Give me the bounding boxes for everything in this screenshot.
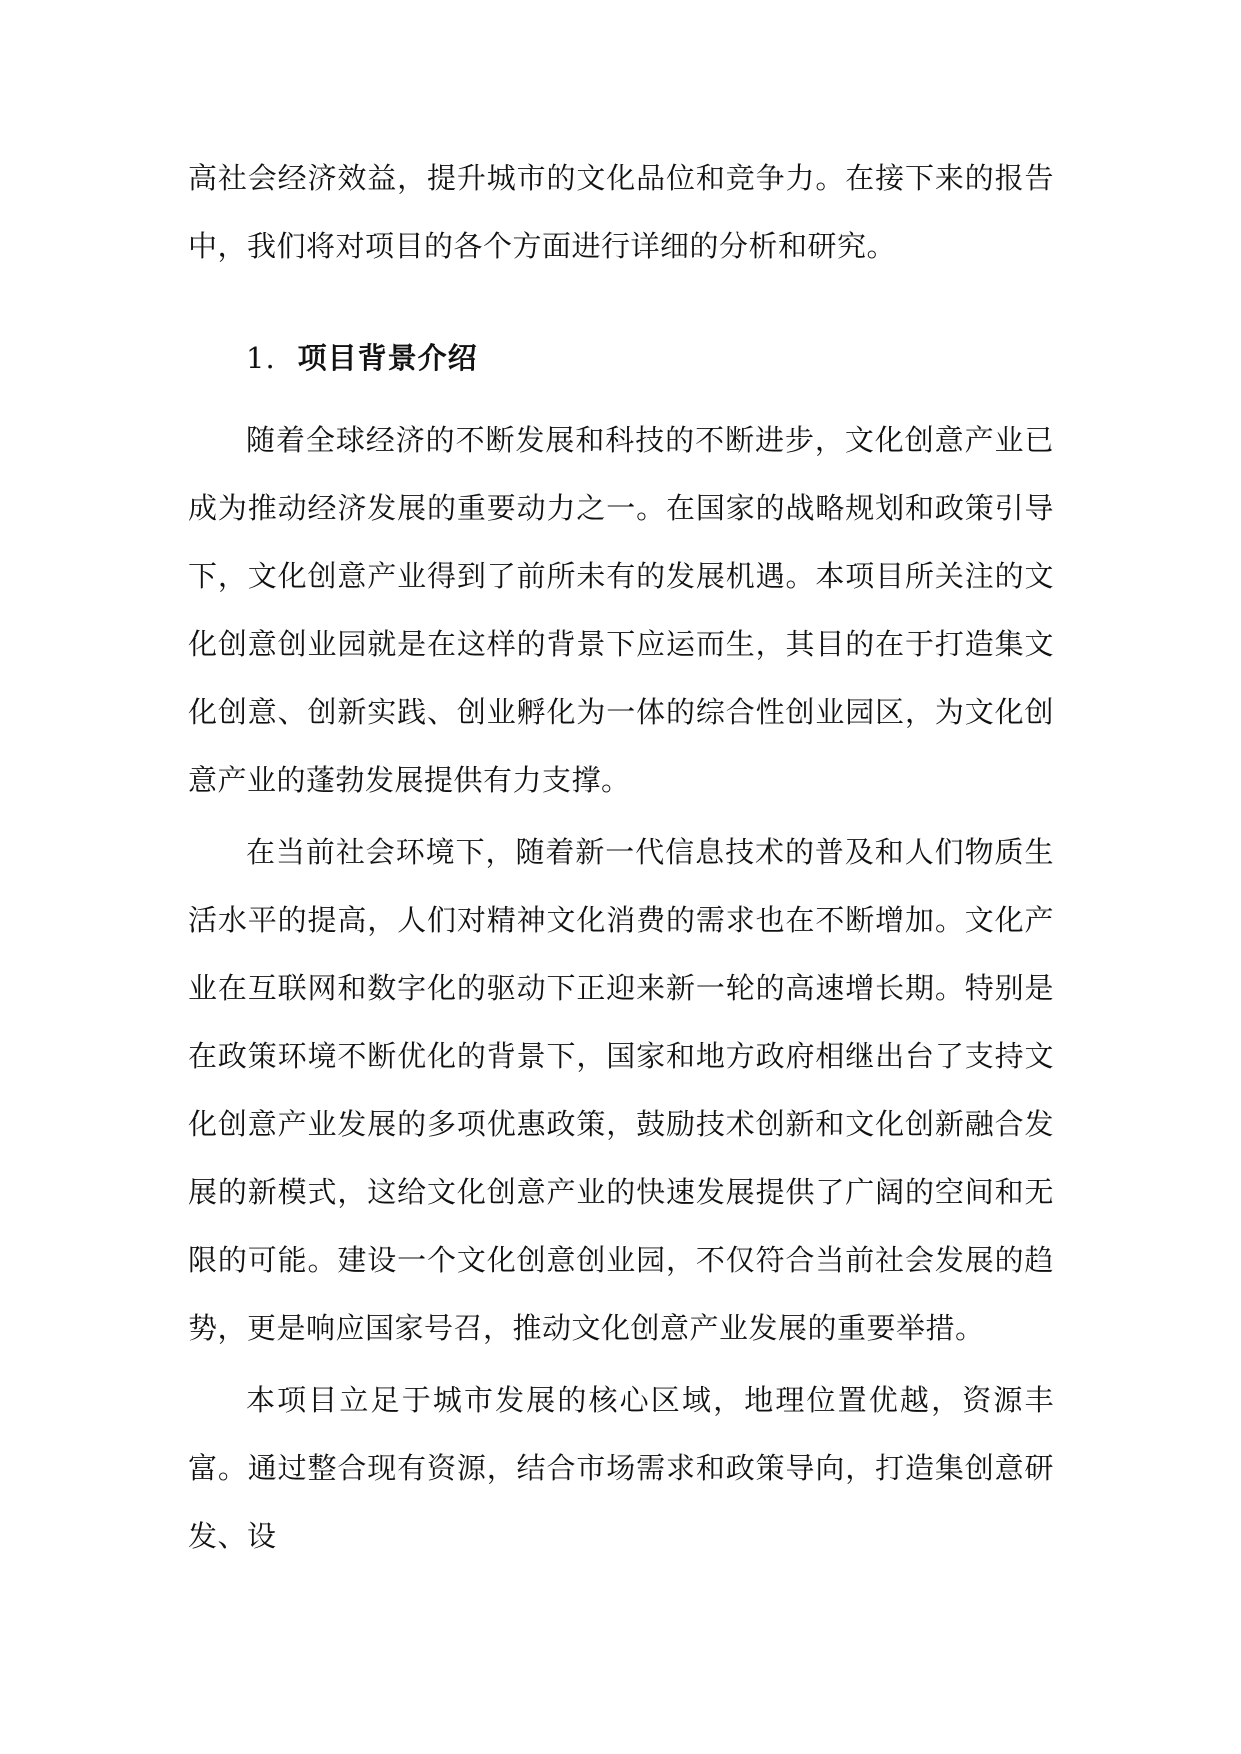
section-title: 项目背景介绍 [297,341,478,375]
intro-paragraph: 高社会经济效益，提升城市的文化品位和竞争力。在接下来的报告中，我们将对项目的各个方面进行详细的分析和研究。 [188,161,1054,263]
body-paragraph-1: 随着全球经济的不断发展和科技的不断进步，文化创意产业已成为推动经济发展的重要动力之一。在国家的战略规划和政策引导下，文化创意产业得到了前所未有的发展机遇。本项目所关注的文化创意创业园就是在这样的背景下应运而生，其目的在于打造集文化创意、创新实践、创业孵化为一体的综合性创业园区，为文化创意产业的蓬勃发展提供有力支撑。 [188,423,1054,797]
section-heading [188,324,1054,392]
section-number: 1. [246,341,276,375]
body-paragraph-3: 本项目立足于城市发展的核心区域，地理位置优越，资源丰富。通过整合现有资源，结合市场需求和政策导向，打造集创意研发、设 [188,1383,1054,1553]
body-paragraph-2: 在当前社会环境下，随着新一代信息技术的普及和人们物质生活水平的提高，人们对精神文化消费的需求也在不断增加。文化产业在互联网和数字化的驱动下正迎来新一轮的高速增长期。特别是在政策环境不断优化的背景下，国家和地方政府相继出台了支持文化创意产业发展的多项优惠政策，鼓励技术创新和文化创新融合发展的新模式，这给文化创意产业的快速发展提供了广阔的空间和无限的可能。建设一个文化创意创业园，不仅符合当前社会发展的趋势，更是响应国家号召，推动文化创意产业发展的重要举措。 [188,835,1054,1345]
document-body [188,144,1054,1570]
